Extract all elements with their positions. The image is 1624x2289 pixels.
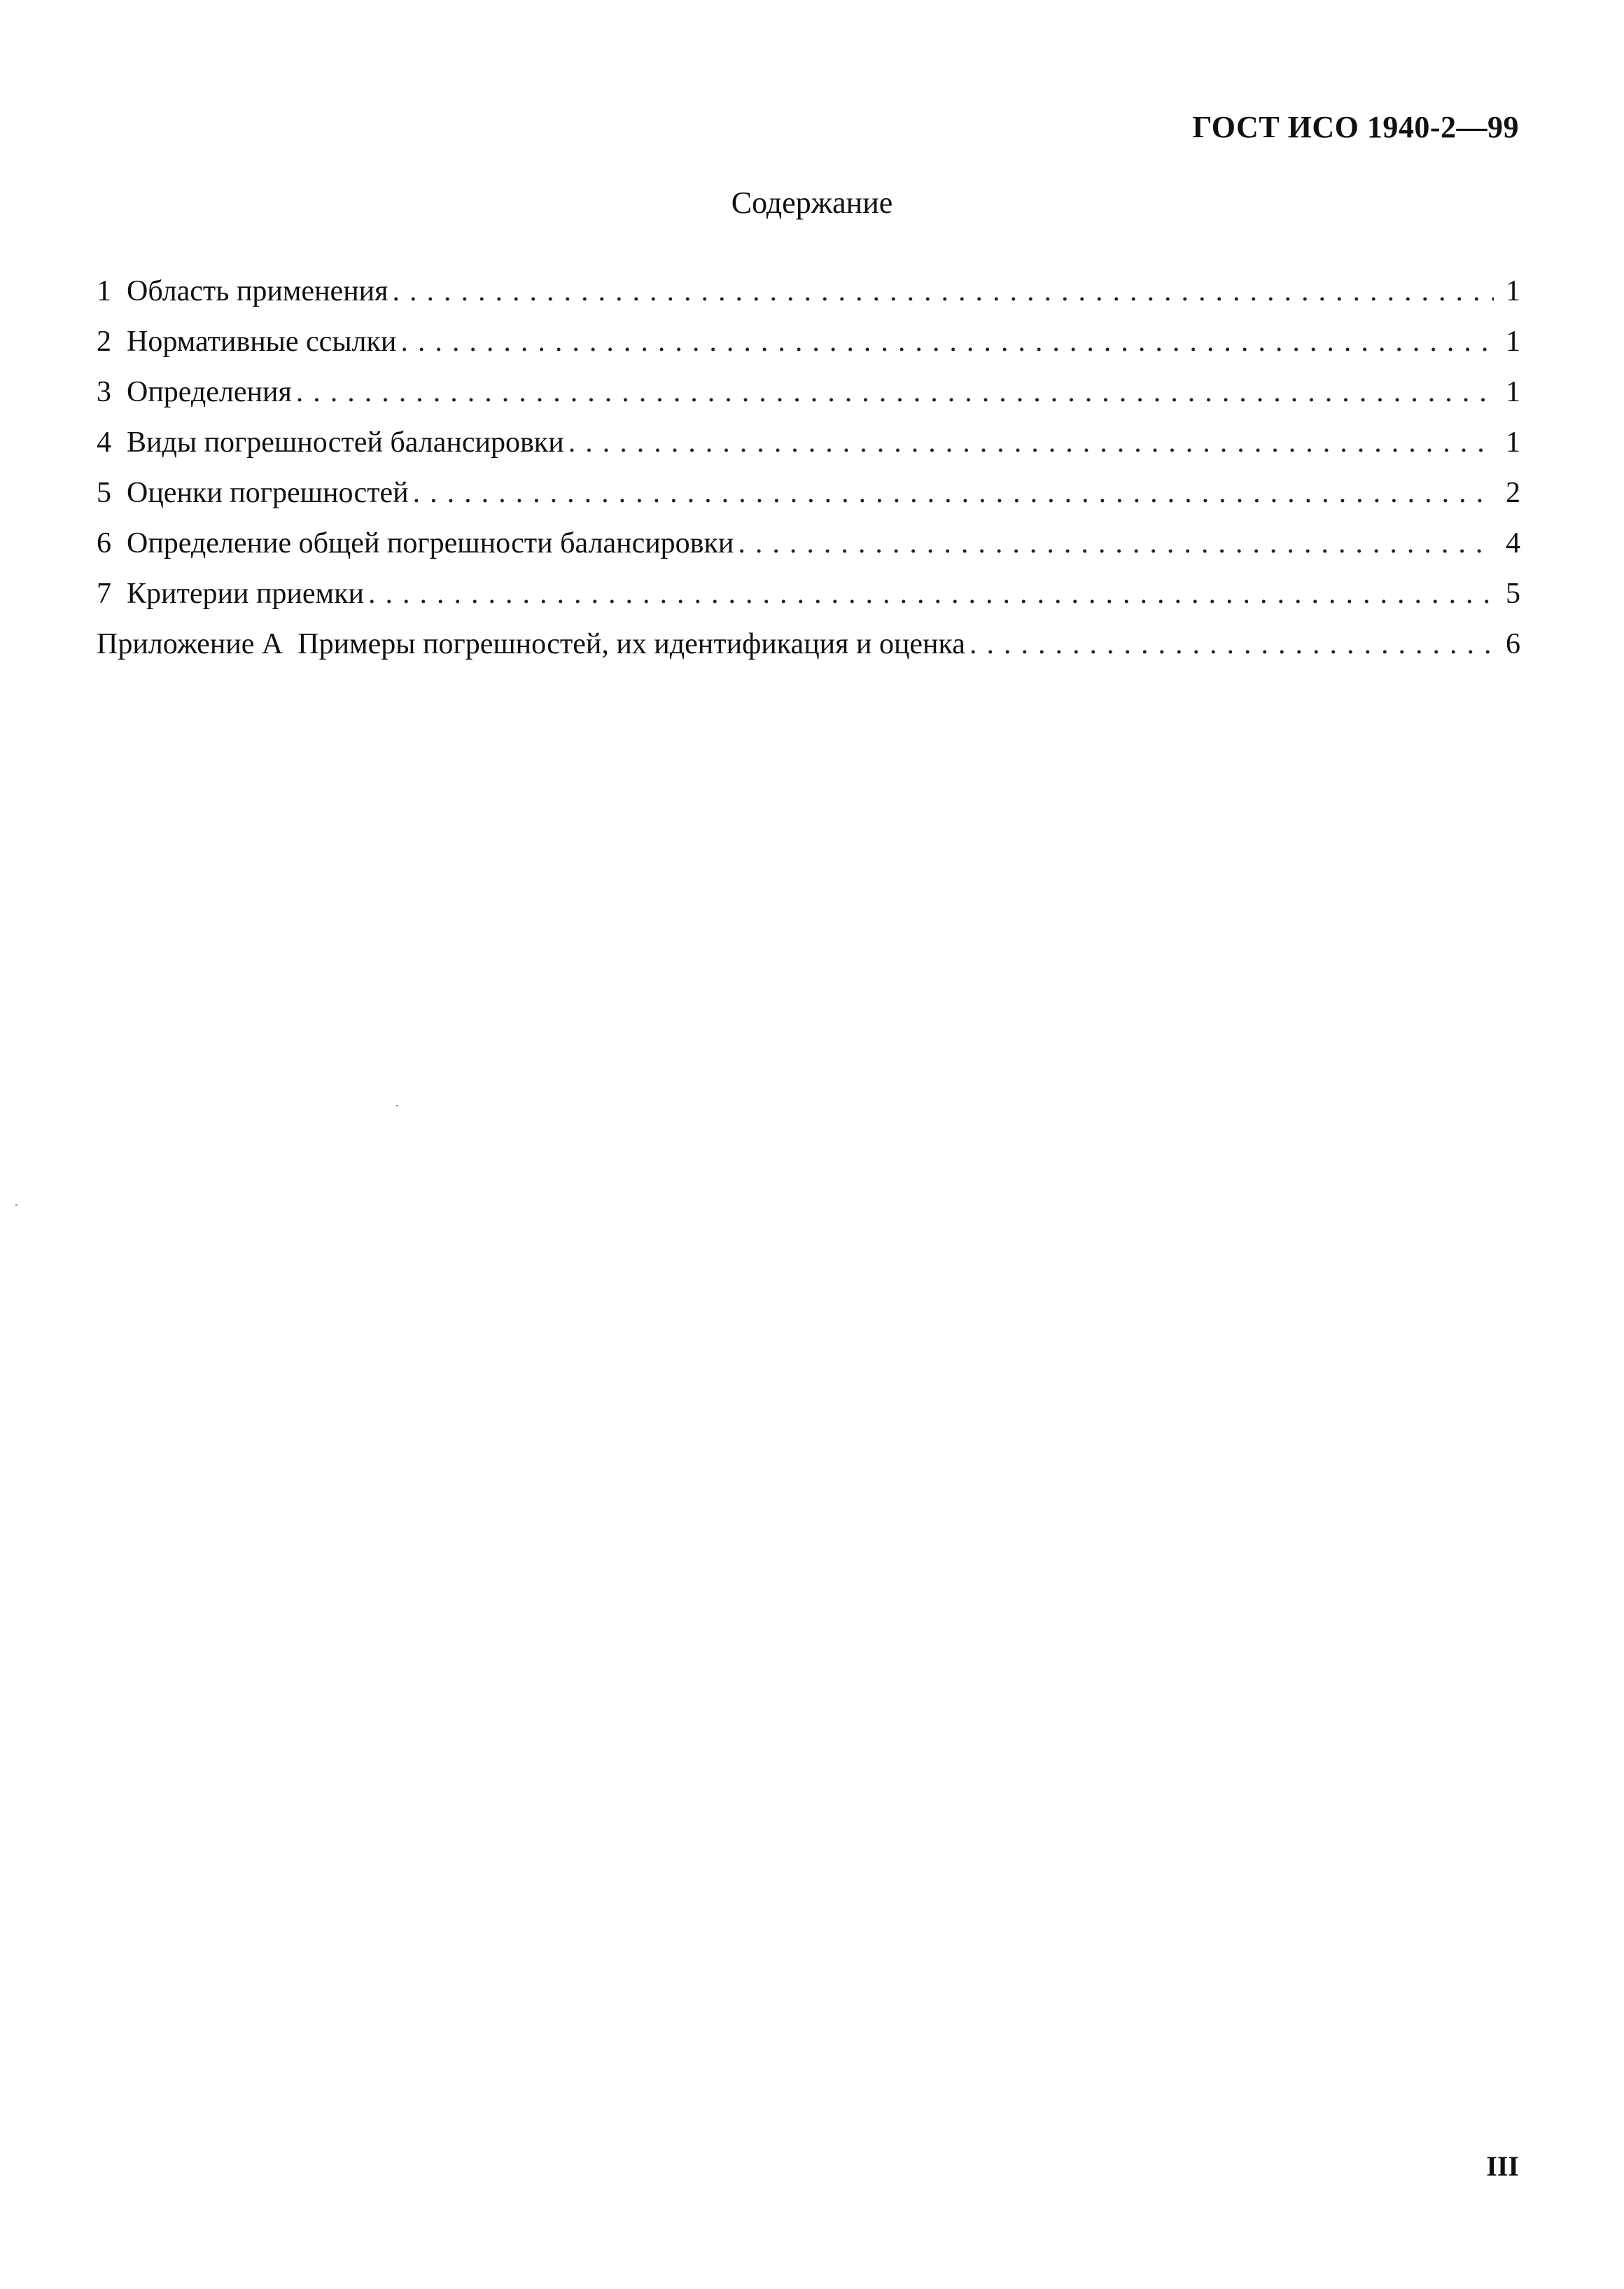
toc-entry-scope[interactable] [97,266,1520,316]
toc-entry-error-types[interactable] [97,417,1520,468]
toc-dot-leader [400,316,1494,367]
toc-entry-page: 1 [1506,275,1520,307]
document-code-header: ГОСТ ИСО 1940-2—99 [1192,110,1519,144]
table-of-contents [97,266,1520,669]
toc-entry-title: Оценки погрешностей [127,477,409,509]
toc-title: Содержание [731,186,893,220]
toc-entry-page: 1 [1506,426,1520,459]
toc-entry-number: 2 [97,326,111,358]
toc-entry-page: 5 [1506,578,1520,610]
toc-dot-leader [368,569,1494,619]
toc-entry-error-estimates[interactable] [97,468,1520,518]
toc-entry-number: 5 [97,477,111,509]
toc-entry-title: Нормативные ссылки [127,326,397,358]
scan-speck [15,1204,18,1206]
toc-entry-page: 6 [1506,628,1520,660]
toc-dot-leader [392,266,1494,316]
toc-entry-definitions[interactable] [97,367,1520,417]
toc-entry-number: 4 [97,426,111,459]
toc-entry-page: 4 [1506,527,1520,559]
toc-entry-title: Область применения [127,275,388,307]
page-number: III [1486,2150,1519,2182]
toc-entry-page: 1 [1506,326,1520,358]
scan-speck [396,1105,398,1106]
toc-entry-total-error[interactable] [97,518,1520,569]
toc-entry-title: Определения [127,376,292,408]
toc-entry-page: 2 [1506,477,1520,509]
toc-entry-title: Критерии приемки [127,578,364,610]
toc-entry-number: 1 [97,275,111,307]
toc-dot-leader [738,518,1494,569]
toc-entry-number: 7 [97,578,111,610]
toc-entry-title: Определение общей погрешности балансировки [127,527,734,559]
toc-entry-title: Виды погрешностей балансировки [127,426,564,459]
toc-dot-leader [413,468,1494,518]
toc-entry-number: 3 [97,376,111,408]
toc-entry-number: 6 [97,527,111,559]
toc-dot-leader [296,367,1494,417]
toc-entry-page: 1 [1506,376,1520,408]
toc-dot-leader [568,417,1494,468]
toc-dot-leader [969,619,1494,669]
toc-entry-acceptance-criteria[interactable] [97,569,1520,619]
toc-entry-annex-a[interactable] [97,619,1520,669]
toc-entry-title: Приложение А Примеры погрешностей, их идентификация и оценка [97,628,965,660]
toc-entry-normative-references[interactable] [97,316,1520,367]
